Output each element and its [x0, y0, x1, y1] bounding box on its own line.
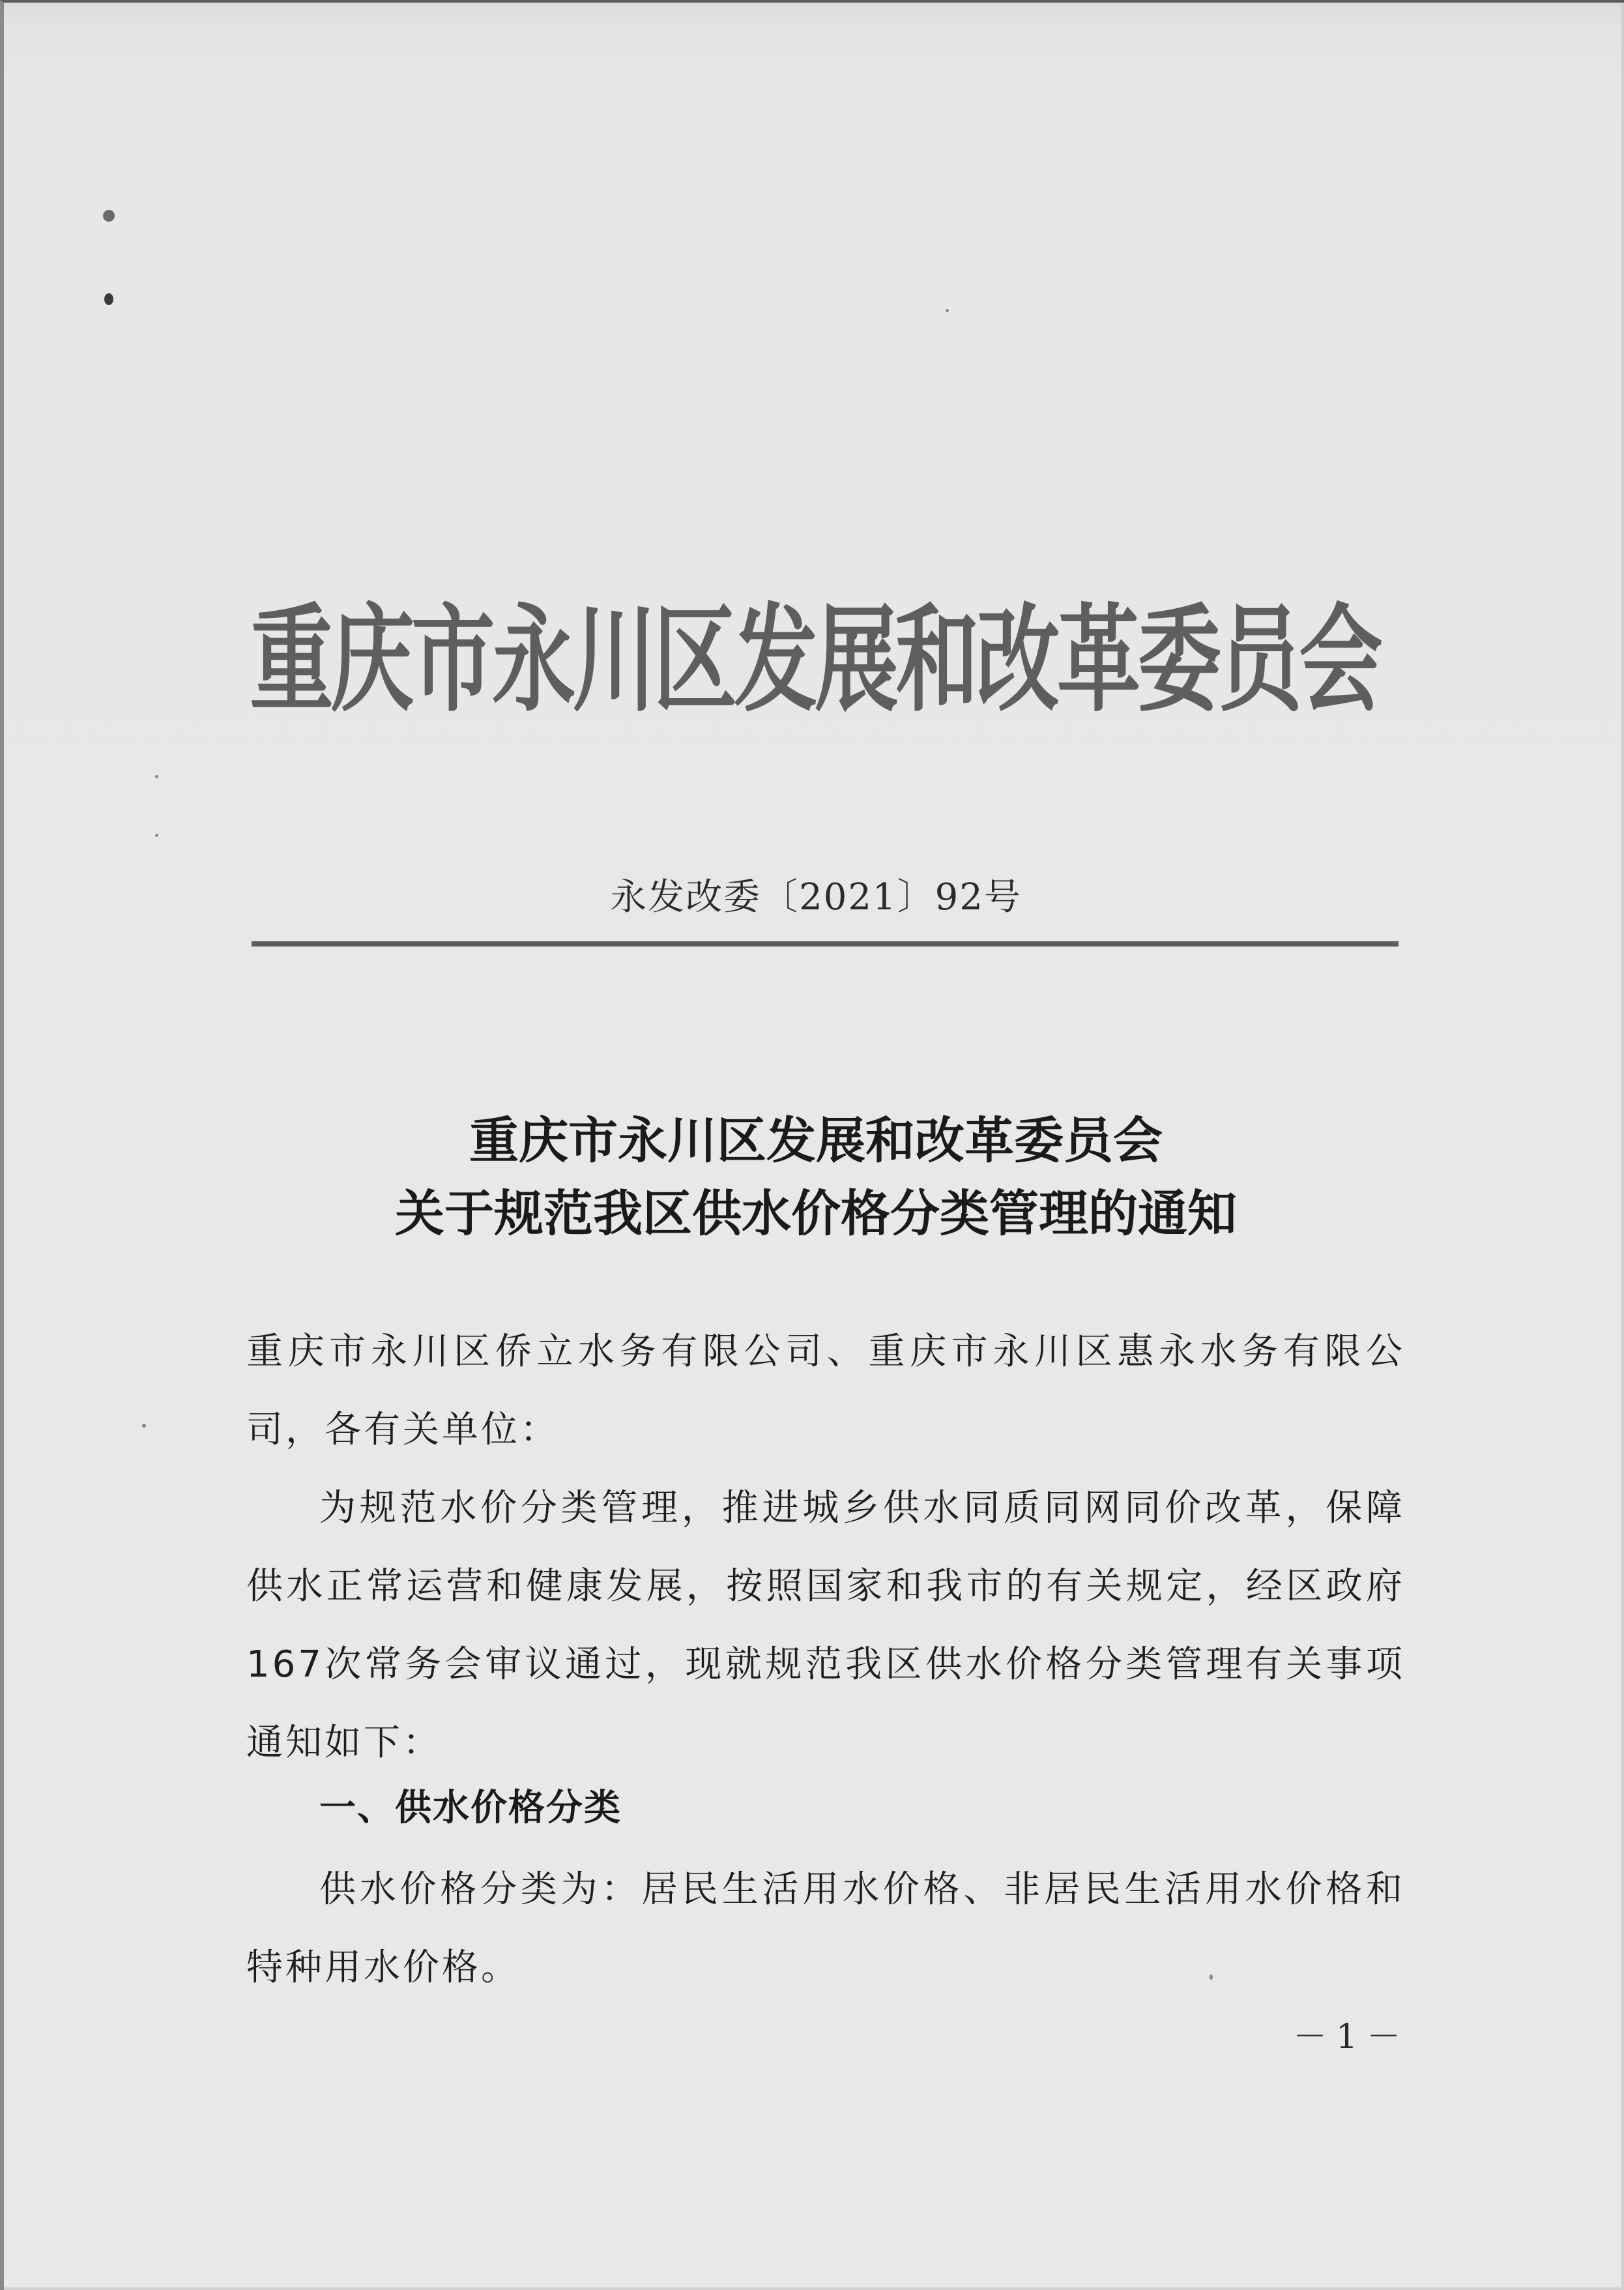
binding-hole-mark [103, 210, 115, 222]
scan-speck [155, 834, 158, 837]
scan-speck [142, 1424, 146, 1428]
scan-speck [946, 309, 949, 312]
document-number: 永发改委〔2021〕92号 [610, 876, 1022, 918]
page-number: －1－ [1293, 2018, 1410, 2057]
title-line-2: 关于规范我区供水价格分类管理的通知 [395, 1184, 1237, 1242]
header-divider [252, 941, 1399, 947]
issuing-org-header: 重庆市永川区发展和改革委员会 [250, 593, 1380, 727]
section-paragraph: 供水价格分类为：居民生活用水价格、非居民生活用水价格和特种用水价格。 [246, 1868, 1405, 1989]
section-heading: 一、供水价格分类 [319, 1787, 622, 1829]
document-title [4, 1104, 1624, 1250]
scan-speck [155, 775, 158, 778]
binding-hole-mark [104, 293, 113, 305]
addressee: 重庆市永川区侨立水务有限公司、重庆市永川区惠永水务有限公司，各有关单位： [246, 1330, 1405, 1451]
body-paragraph: 为规范水价分类管理，推进城乡供水同质同网同价改革，保障供水正常运营和健康发展，按照国家和我市的有关规定，经区政府167次常务会审议通过，现就规范我区供水价格分类管理有关事项通知如下： [246, 1487, 1405, 1764]
title-line-1: 重庆市永川区发展和改革委员会 [469, 1111, 1163, 1169]
scan-edge [4, 2287, 1624, 2290]
